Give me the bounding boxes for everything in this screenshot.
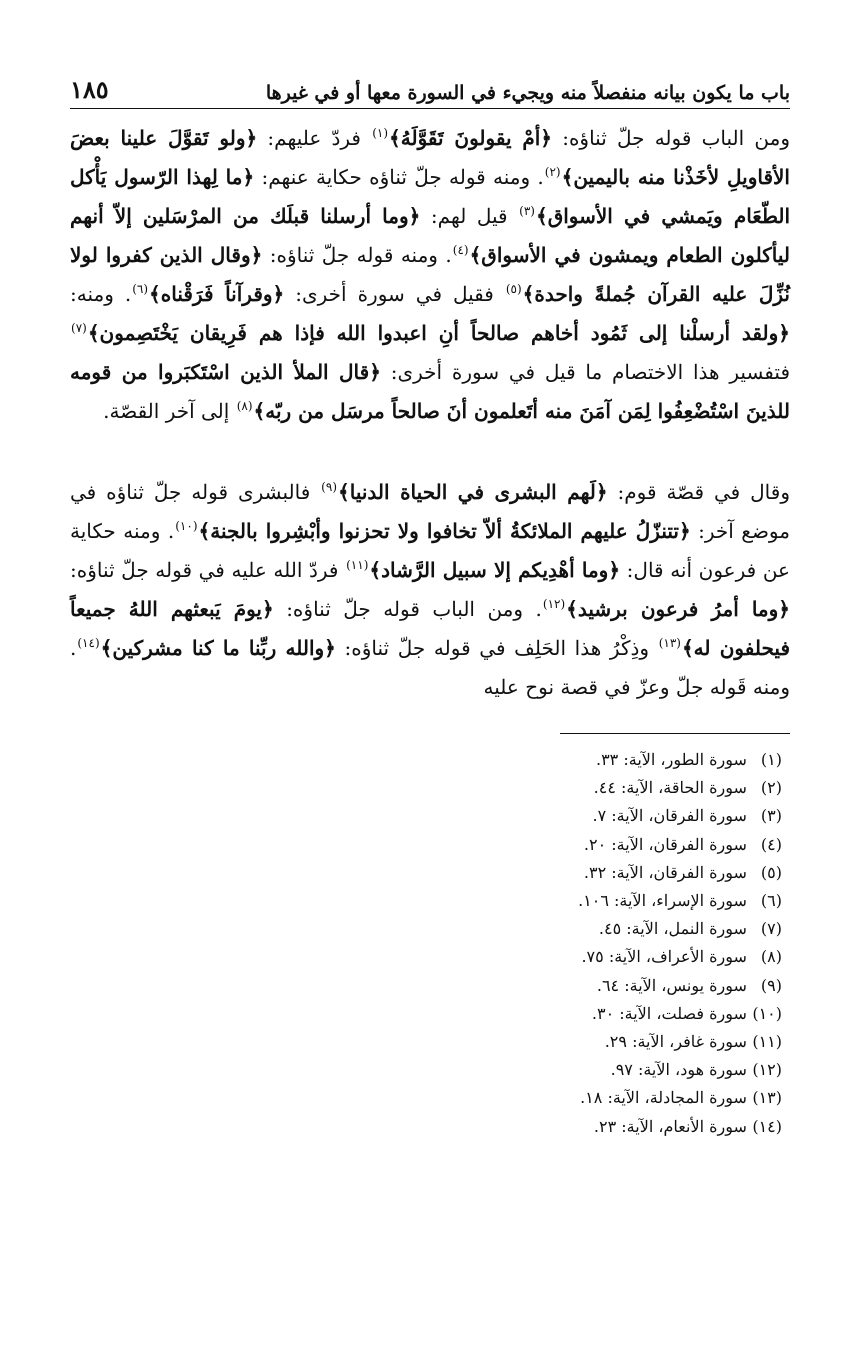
text-run: . ومنه حكاية عن فرعون أنه قال: bbox=[70, 519, 790, 582]
footnote-marker: (٨) bbox=[236, 399, 253, 414]
footnote-marker: (٤) bbox=[452, 243, 469, 258]
text-run: فقيل في سورة أخرى: bbox=[284, 282, 505, 306]
footnote-text: سورة الفرقان، الآية: ٧. bbox=[592, 806, 747, 826]
footnote-number: (١٠) bbox=[752, 1003, 782, 1023]
footnote-text: سورة فصلت، الآية: ٣٠. bbox=[591, 1003, 747, 1023]
footnote-item bbox=[70, 1028, 790, 1056]
footnote-number: (٢) bbox=[760, 778, 782, 798]
quran-quote: ﴿وما أهْدِيكم إلا سبيل الرَّشاد﴾ bbox=[369, 558, 621, 582]
footnote-marker: (١٣) bbox=[658, 636, 681, 651]
footnote-item bbox=[70, 887, 790, 915]
quran-quote: ﴿ولقد أرسلْنا إلى ثَمُود أخاهم صالحاً أنِ اعبدوا الله فإذا هم فَرِيقان يَخْتَصِمون﴾ bbox=[87, 321, 790, 345]
footnote-number: (٦) bbox=[760, 891, 782, 911]
footnotes-list bbox=[70, 746, 790, 1141]
text-run: ومن الباب قوله جلّ ثناؤه: bbox=[552, 126, 791, 150]
footnote-item bbox=[70, 915, 790, 943]
paragraph bbox=[70, 473, 790, 707]
text-run: فردّ الله عليه في قوله جلّ ثناؤه: bbox=[70, 558, 346, 582]
footnote-text: سورة الحاقة، الآية: ٤٤. bbox=[593, 778, 747, 798]
page-number: ١٨٥ bbox=[70, 75, 109, 104]
footnote-item bbox=[70, 1084, 790, 1112]
footnote-marker: (١٤) bbox=[77, 636, 100, 651]
quran-quote: ﴿وقال الذين كفروا لولا نُزِّلَ عليه القرآن جُملةً واحدة﴾ bbox=[70, 243, 790, 306]
footnote-number: (٧) bbox=[760, 919, 782, 939]
text-run: وذِكْرُ هذا الحَلِف في قوله جلّ ثناؤه: bbox=[335, 636, 658, 660]
text-run: فتفسير هذا الاختصام ما قيل في سورة أخرى: bbox=[380, 360, 791, 384]
footnote-text: سورة الأعراف، الآية: ٧٥. bbox=[581, 947, 747, 967]
text-run: فالبشرى قوله جلّ ثناؤه في موضع آخر: bbox=[70, 480, 790, 543]
footnote-item bbox=[70, 831, 790, 859]
quran-quote: ﴿والله ربِّنا ما كنا مشركين﴾ bbox=[100, 636, 336, 660]
footnote-marker: (٣) bbox=[519, 204, 535, 219]
footnote-marker: (٧) bbox=[71, 321, 87, 336]
quran-quote: ﴿وقرآناً فَرَقْناه﴾ bbox=[149, 282, 285, 306]
text-run: . ومنه قَوله جلّ وعزّ في قصة نوح عليه bbox=[70, 636, 790, 699]
footnote-item bbox=[70, 972, 790, 1000]
footnote-text: سورة هود، الآية: ٩٧. bbox=[610, 1060, 747, 1080]
footnote-separator bbox=[560, 733, 790, 734]
footnote-marker: (٦) bbox=[132, 282, 149, 297]
quran-quote: ﴿أمْ يقولونَ تَقَوَّلَهُ﴾ bbox=[389, 126, 552, 150]
footnote-number: (١) bbox=[760, 750, 782, 769]
footnote-marker: (١) bbox=[372, 126, 389, 141]
footnote-text: سورة غافر، الآية: ٢٩. bbox=[604, 1032, 747, 1052]
footnote-number: (١٣) bbox=[752, 1088, 782, 1108]
quran-quote: ﴿لَهم البشرى في الحياة الدنيا﴾ bbox=[338, 480, 608, 504]
main-text bbox=[70, 119, 790, 707]
quran-quote: ﴿وما أرسلنا قبلَك من المرْسَلين إلاّ أنهم ليأكلون الطعام ويمشون في الأسواق﴾ bbox=[70, 204, 790, 267]
footnote-item bbox=[70, 746, 790, 774]
text-run: قيل لهم: bbox=[420, 204, 519, 228]
footnote-marker: (٥) bbox=[505, 282, 522, 297]
quran-quote: ﴿قال الملأ الذين اسْتَكبَروا من قومه للذينَ اسْتُضْعِفُوا لِمَن آمَنَ منه أتَعلمون أنَ صالحاً مرسَل من ربّه﴾ bbox=[70, 360, 790, 423]
text-run: . ومنه قوله جلّ ثناؤه: bbox=[262, 243, 452, 267]
text-run: فردّ عليهم: bbox=[257, 126, 372, 150]
footnote-number: (١١) bbox=[752, 1032, 782, 1052]
footnote-marker: (١١) bbox=[346, 558, 369, 573]
paragraph bbox=[70, 119, 790, 431]
quran-quote: ﴿يومَ يَبعثهم اللهُ جميعاً فيحلفون له﴾ bbox=[70, 597, 791, 660]
quran-quote: ﴿تتنزّلُ عليهم الملائكةُ ألاّ تخافوا ولا تحزنوا وأبْشِروا بالجنة﴾ bbox=[198, 519, 691, 543]
footnote-marker: (١٠) bbox=[175, 519, 198, 534]
running-header bbox=[70, 70, 790, 109]
footnote-number: (٤) bbox=[760, 834, 782, 854]
footnote-marker: (٩) bbox=[321, 480, 337, 495]
footnote-marker: (٢) bbox=[544, 165, 561, 180]
text-run: إلى آخر القصّة. bbox=[103, 399, 236, 423]
text-run: . ومن الباب قوله جلّ ثناؤه: bbox=[273, 597, 542, 621]
book-page bbox=[70, 70, 790, 1157]
footnote-item bbox=[70, 859, 790, 887]
footnote-number: (٥) bbox=[760, 862, 782, 882]
footnote-item bbox=[70, 1000, 790, 1028]
footnote-text: سورة النمل، الآية: ٤٥. bbox=[598, 919, 747, 939]
footnote-item bbox=[70, 774, 790, 802]
quran-quote: ﴿ما لِهذا الرّسول يَأْكل الطّعَام ويَمشي في الأسواق﴾ bbox=[70, 165, 790, 228]
footnote-text: سورة الطور، الآية: ٣٣. bbox=[595, 750, 747, 769]
footnote-number: (١٢) bbox=[752, 1060, 782, 1080]
footnote-text: سورة الفرقان، الآية: ٣٢. bbox=[583, 862, 747, 882]
footnote-number: (١٤) bbox=[752, 1116, 782, 1136]
chapter-title: باب ما يكون بيانه منفصلاً منه ويجيء في السورة معها أو في غيرها bbox=[265, 82, 790, 104]
quran-quote: ﴿ولو تَقوَّلَ علينا بعضَ الأقاويلِ لأخَذْنا منه باليمين﴾ bbox=[70, 126, 790, 189]
footnote-number: (٣) bbox=[760, 806, 782, 826]
footnote-marker: (١٢) bbox=[542, 597, 566, 612]
footnote-item bbox=[70, 943, 790, 971]
footnote-text: سورة المجادلة، الآية: ١٨. bbox=[580, 1088, 747, 1108]
footnote-text: سورة الفرقان، الآية: ٢٠. bbox=[583, 834, 747, 854]
footnote-text: سورة يونس، الآية: ٦٤. bbox=[596, 975, 747, 995]
footnote-text: سورة الأنعام، الآية: ٢٣. bbox=[593, 1116, 747, 1136]
footnote-text: سورة الإسراء، الآية: ١٠٦. bbox=[578, 891, 747, 911]
footnote-item bbox=[70, 802, 790, 830]
quran-quote: ﴿وما أمرُ فرعون برشيد﴾ bbox=[566, 597, 790, 621]
text-run: . ومنه: bbox=[70, 282, 132, 306]
footnote-number: (٨) bbox=[760, 947, 782, 967]
footnote-item bbox=[70, 1056, 790, 1084]
footnote-number: (٩) bbox=[760, 975, 782, 995]
footnote-item bbox=[70, 1113, 790, 1141]
text-run: وقال في قصّة قوم: bbox=[607, 480, 790, 504]
text-run: . ومنه قوله جلّ ثناؤه حكاية عنهم: bbox=[254, 165, 544, 189]
